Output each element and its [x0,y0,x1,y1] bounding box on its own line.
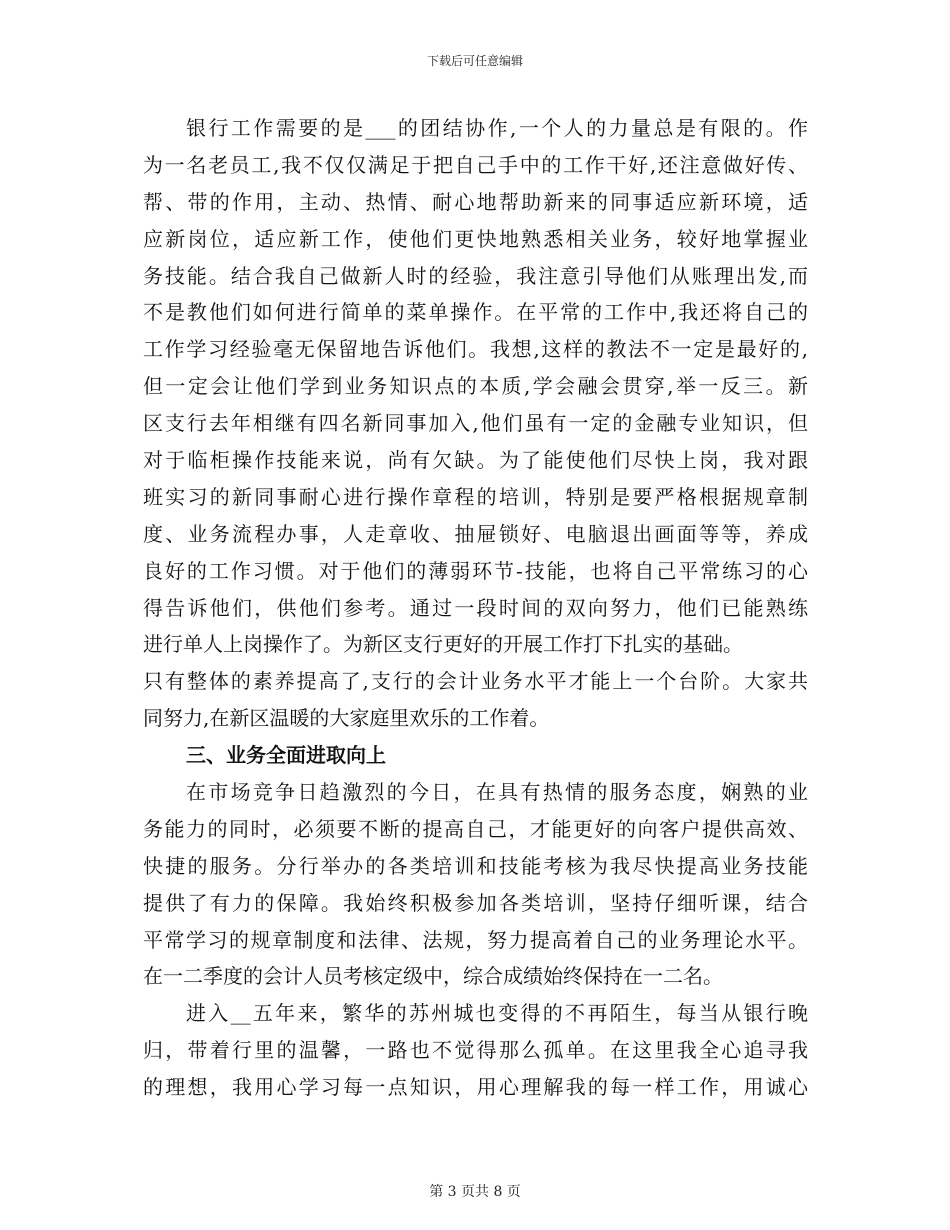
paragraph-line: 得告诉他们，供他们参考。通过一段时间的双向努力，他们已能熟练 [143,595,808,620]
paragraph-line: 提供了有力的保障。我始终积极参加各类培训，坚持仔细听课，结合 [143,890,808,915]
paragraph-line: 对于临柜操作技能来说，尚有欠缺。为了能使他们尽快上岗，我对跟 [143,448,808,473]
paragraph-line: 同努力,在新区温暖的大家庭里欢乐的工作着。 [143,706,550,731]
paragraph-line: 进入__五年来，繁华的苏州城也变得的不再陌生，每当从银行晚 [186,1001,808,1026]
paragraph-line: 务能力的同时，必须要不断的提高自己，才能更好的向客户提供高效、 [143,816,808,841]
paragraph-line: 班实习的新同事耐心进行操作章程的培训，特别是要严格根据规章制 [143,484,808,509]
paragraph-line: 工作学习经验毫无保留地告诉他们。我想,这样的教法不一定是最好的, [143,337,808,362]
paragraph-line: 帮、带的作用，主动、热情、耐心地帮助新来的同事适应新环境，适 [143,189,808,214]
page-header: 下载后可任意编辑 [426,54,523,68]
paragraph-line: 进行单人上岗操作了。为新区支行更好的开展工作打下扎实的基础。 [143,632,743,657]
paragraph-line: 的理想，我用心学习每一点知识，用心理解我的每一样工作，用诚心 [143,1075,808,1100]
paragraph-line: 快捷的服务。分行举办的各类培训和技能考核为我尽快提高业务技能 [143,853,808,878]
paragraph-line: 应新岗位，适应新工作，使他们更快地熟悉相关业务，较好地掌握业 [143,226,808,251]
paragraph-line: 只有整体的素养提高了,支行的会计业务水平才能上一个台阶。大家共 [143,669,808,694]
paragraph-line: 务技能。结合我自己做新人时的经验，我注意引导他们从账理出发,而 [143,263,808,288]
paragraph-line: 归，带着行里的温馨，一路也不觉得那么孤单。在这里我全心追寻我 [143,1038,808,1063]
paragraph-line: 不是教他们如何进行简单的菜单操作。在平常的工作中,我还将自己的 [143,300,808,325]
paragraph-line: 为一名老员工,我不仅仅满足于把自己手中的工作干好,还注意做好传、 [143,152,808,177]
paragraph-line: 银行工作需要的是___的团结协作,一个人的力量总是有限的。作 [186,116,808,140]
document-body [143,110,808,1106]
paragraph-line: 度、业务流程办事，人走章收、抽屉锁好、电脑退出画面等等，养成 [143,521,808,546]
paragraph-line: 在一二季度的会计人员考核定级中，综合成绩始终保持在一二名。 [143,964,723,989]
paragraph-line: 平常学习的规章制度和法律、法规，努力提高着自己的业务理论水平。 [143,927,808,952]
paragraph-line: 在市场竞争日趋激烈的今日，在具有热情的服务态度，娴熟的业 [186,780,808,805]
paragraph-line: 良好的工作习惯。对于他们的薄弱环节-技能，也将自己平常练习的心 [143,558,808,583]
section-heading: 三、业务全面进取向上 [186,743,386,768]
paragraph-line: 区支行去年相继有四名新同事加入,他们虽有一定的金融专业知识，但 [143,411,808,436]
page-footer: 第 3 页共 8 页 [429,1184,521,1200]
paragraph-line: 但一定会让他们学到业务知识点的本质,学会融会贯穿,举一反三。新 [143,374,808,399]
